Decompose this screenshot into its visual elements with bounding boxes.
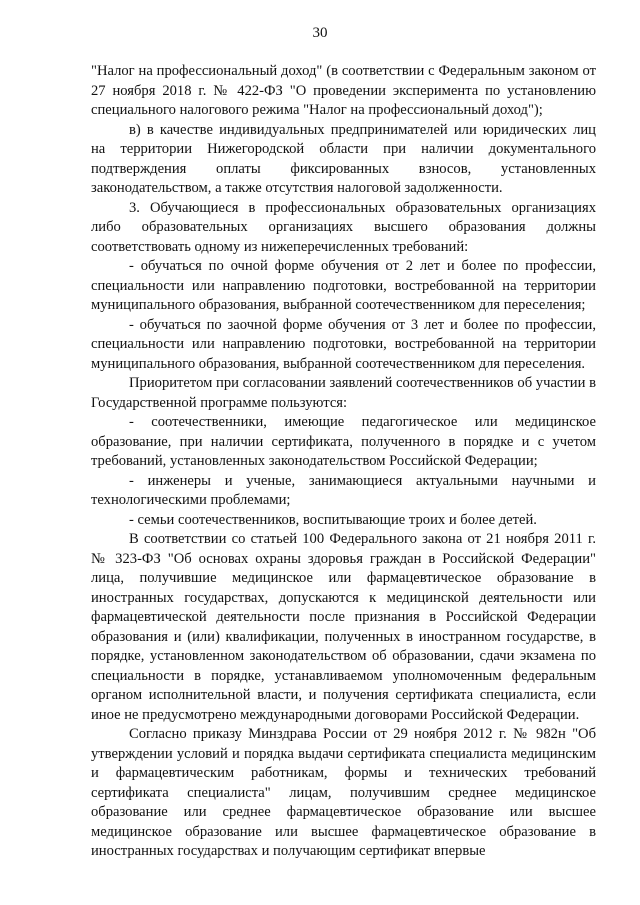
document-body	[91, 62, 596, 862]
paragraph-continuation: "Налог на профессиональный доход" (в соответствии с Федеральным законом от 27 ноября 2018 г. № 422-ФЗ "О проведении эксперимента по установлению специального налогового режима "Налог на профессиональный доход");	[91, 63, 596, 118]
paragraph-priority: Приоритетом при согласовании заявлений соотечественников об участии в Государственной программе пользуются:	[91, 375, 596, 411]
list-item-fulltime: - обучаться по очной форме обучения от 2 лет и более по профессии, специальности или направлению подготовки, востребованной на территории муниципального образования, выбранной соотечественником для переселения;	[91, 258, 596, 313]
paragraph-item-3: 3. Обучающиеся в профессиональных образовательных организациях либо образовательных организациях высшего образования должны соответствовать одному из нижеперечисленных требований:	[91, 199, 596, 255]
list-item-teachers-doctors: - соотечественники, имеющие педагогическое или медицинское образование, при наличии сертификата, полученного в порядке и с учетом требований, установленных законодательством Российской Федерации;	[91, 414, 596, 469]
paragraph-order-982n: Согласно приказу Минздрава России от 29 ноября 2012 г. № 982н "Об утверждении условий и порядка выдачи сертификата специалиста медицинским и фармацевтическим работникам, формы и технических требований сертификата специалиста" лицам, получившим среднее медицинское образование или среднее фармацевтическое образование или высшее медицинское образование или высшее фармацевтическое образование в иностранных государствах и получающим сертификат впервые	[91, 726, 596, 859]
paragraph-law-323: В соответствии со статьей 100 Федерального закона от 21 ноября 2011 г. № 323-ФЗ "Об основах охраны здоровья граждан в Российской Федерации" лица, получившие медицинское или фармацевтическое образование в иностранных государствах, допускаются к медицинской деятельности или фармацевтической деятельности после признания в Российской Федерации образования и (или) квалификации, полученных в иностранном государстве, в порядке, установленном законодательством об образовании, сдачи экзамена по специальности в порядке, устанавливаемом уполномоченным федеральным органом исполнительной власти, и получения сертификата специалиста, если иное не предусмотрено международными договорами Российской Федерации.	[91, 531, 596, 723]
paragraph-item-v: в) в качестве индивидуальных предпринимателей или юридических лиц на территории Нижегородской области при наличии документального подтверждения оплаты фиксированных взносов, установленных законодательством, а также отсутствия налоговой задолженности.	[91, 121, 596, 196]
list-item-parttime: - обучаться по заочной форме обучения от 3 лет и более по профессии, специальности или направлению подготовки, востребованной на территории муниципального образования, выбранной соотечественником для переселения.	[91, 316, 596, 372]
page-number: 30	[312, 25, 328, 41]
list-item-engineers: - инженеры и ученые, занимающиеся актуальными научными и технологическими проблемами;	[91, 472, 596, 508]
list-item-families: - семьи соотечественников, воспитывающие троих и более детей.	[129, 511, 537, 528]
